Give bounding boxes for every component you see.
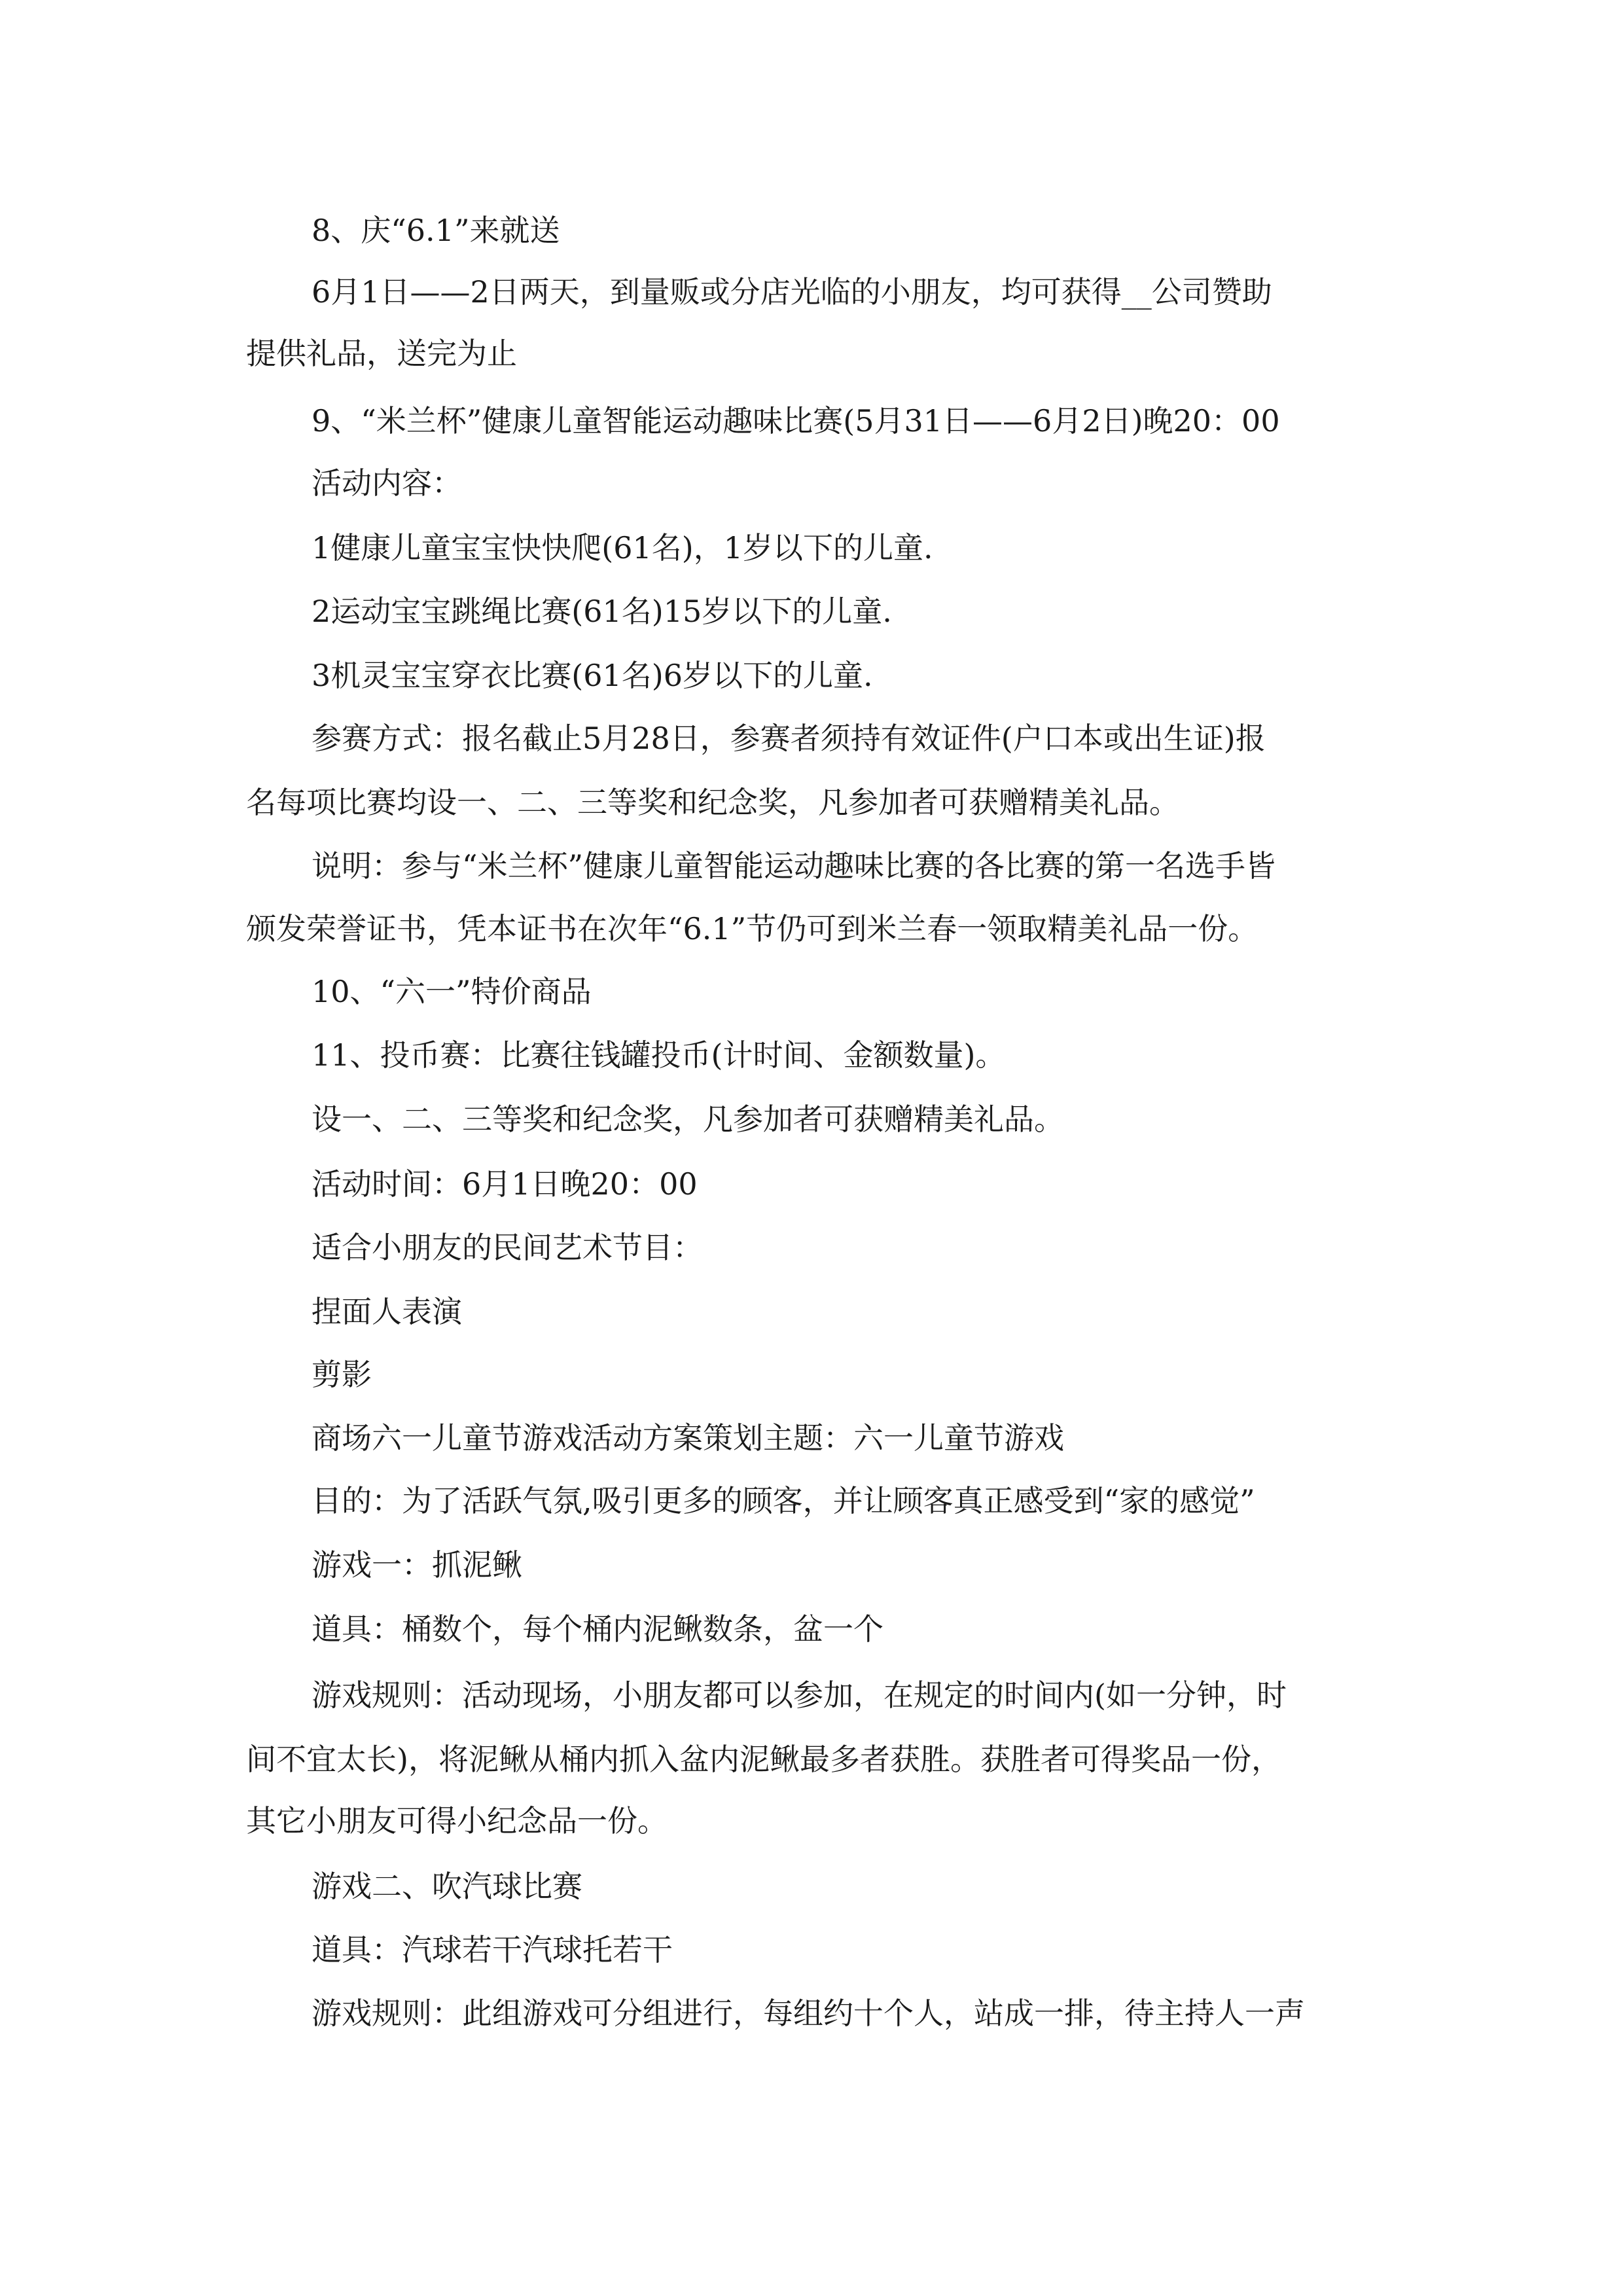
paragraph-rules-2-line-1: 游戏规则：此组游戏可分组进行，每组约十个人，站成一排，待主持人一声 [312, 1996, 1305, 2031]
label-activity-content: 活动内容： [312, 465, 462, 501]
list-item-silhouette: 剪影 [312, 1357, 372, 1392]
heading-game-1: 游戏一：抓泥鳅 [312, 1547, 522, 1583]
paragraph-note-line-2: 颁发荣誉证书，凭本证书在次年“6.1”节仍可到米兰春一领取精美礼品一份。 [246, 911, 1258, 946]
list-item-dressing: 3机灵宝宝穿衣比赛(61名)6岁以下的儿童. [312, 658, 873, 693]
paragraph-rules-1-line-3: 其它小朋友可得小纪念品一份。 [246, 1803, 668, 1839]
heading-item-11: 11、投币赛：比赛往钱罐投币(计时间、金额数量)。 [312, 1037, 1006, 1073]
list-item-dough-figures: 捏面人表演 [312, 1294, 462, 1329]
paragraph-theme: 商场六一儿童节游戏活动方案策划主题：六一儿童节游戏 [312, 1420, 1064, 1456]
list-item-crawl: 1健康儿童宝宝快快爬(61名)，1岁以下的儿童. [312, 530, 933, 565]
heading-item-9: 9、“米兰杯”健康儿童智能运动趣味比赛(5月31日——6月2日)晚20：00 [312, 403, 1280, 439]
heading-item-8: 8、庆“6.1”来就送 [312, 213, 560, 248]
paragraph-gift-line-1: 6月1日——2日两天，到量贩或分店光临的小朋友，均可获得__公司赞助 [312, 274, 1272, 310]
paragraph-props-game-2: 道具：汽球若干汽球托若干 [312, 1932, 673, 1967]
paragraph-note-line-1: 说明：参与“米兰杯”健康儿童智能运动趣味比赛的各比赛的第一名选手皆 [312, 848, 1276, 884]
heading-game-2: 游戏二、吹汽球比赛 [312, 1869, 582, 1904]
heading-item-10: 10、“六一”特价商品 [312, 974, 592, 1009]
paragraph-props-game-1: 道具：桶数个，每个桶内泥鳅数条，盆一个 [312, 1611, 883, 1647]
paragraph-purpose: 目的：为了活跃气氛,吸引更多的顾客，并让顾客真正感受到“家的感觉” [312, 1483, 1255, 1518]
paragraph-rules-1-line-2: 间不宜太长)，将泥鳅从桶内抓入盆内泥鳅最多者获胜。获胜者可得奖品一份， [246, 1742, 1281, 1777]
paragraph-gift-line-2: 提供礼品，送完为止 [246, 336, 517, 371]
paragraph-signup-line-2: 名每项比赛均设一、二、三等奖和纪念奖，凡参加者可获赠精美礼品。 [246, 785, 1179, 820]
paragraph-rules-1-line-1: 游戏规则：活动现场，小朋友都可以参加，在规定的时间内(如一分钟，时 [312, 1677, 1287, 1713]
paragraph-signup-line-1: 参赛方式：报名截止5月28日，参赛者须持有效证件(户口本或出生证)报 [312, 721, 1266, 756]
paragraph-prizes: 设一、二、三等奖和纪念奖，凡参加者可获赠精美礼品。 [312, 1102, 1064, 1137]
label-folk-art: 适合小朋友的民间艺术节目： [312, 1230, 703, 1265]
paragraph-activity-time: 活动时间：6月1日晚20：00 [312, 1166, 698, 1202]
list-item-jump-rope: 2运动宝宝跳绳比赛(61名)15岁以下的儿童. [312, 594, 892, 629]
